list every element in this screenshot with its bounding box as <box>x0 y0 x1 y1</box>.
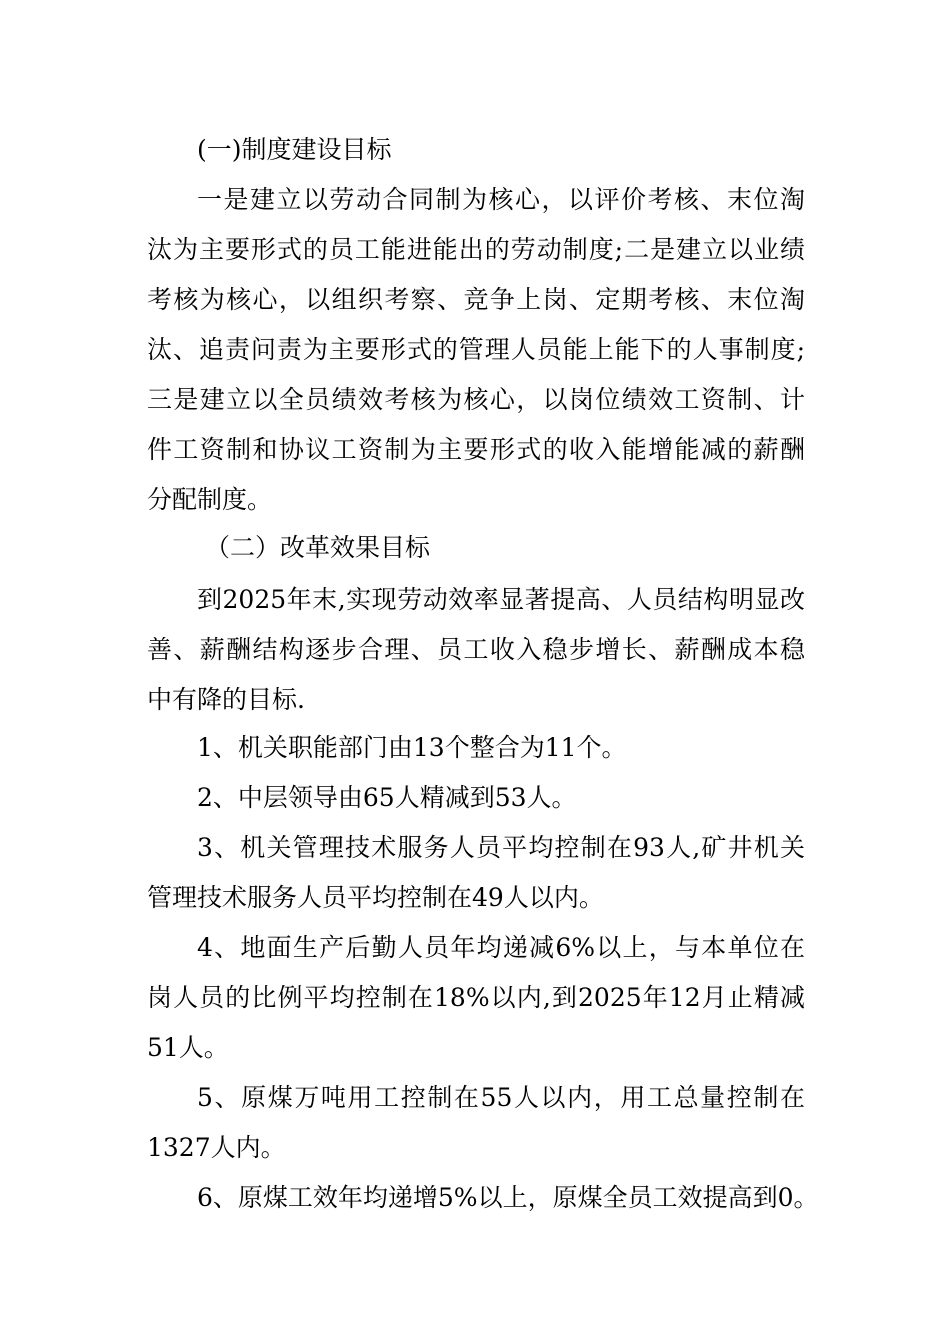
paragraph-line: 中有降的目标. <box>147 685 305 714</box>
paragraph-line: 考核为核心，以组织考察、竞争上岗、定期考核、末位淘 <box>147 285 805 314</box>
paragraph-line: 汰为主要形式的员工能进能出的劳动制度;二是建立以业绩 <box>147 235 805 264</box>
paragraph-line: 到2025年末,实现劳动效率显著提高、人员结构明显改 <box>197 585 805 614</box>
list-item: 5、原煤万吨用工控制在55人以内，用工总量控制在 <box>197 1083 805 1112</box>
paragraph-line: 分配制度。 <box>147 485 273 514</box>
paragraph-line: 善、薪酬结构逐步合理、员工收入稳步增长、薪酬成本稳 <box>147 635 805 664</box>
paragraph-line: 汰、追责问责为主要形式的管理人员能上能下的人事制度; <box>147 335 805 364</box>
list-item: 3、机关管理技术服务人员平均控制在93人,矿井机关 <box>197 833 805 862</box>
list-item: 6、原煤工效年均递增5%以上，原煤全员工效提高到0。 <box>197 1183 819 1212</box>
paragraph-line: 三是建立以全员绩效考核为核心，以岗位绩效工资制、计 <box>147 385 805 414</box>
list-item-continuation: 1327人内。 <box>147 1133 286 1162</box>
list-item: 4、地面生产后勤人员年均递减6%以上，与本单位在 <box>197 933 805 962</box>
list-item: 1、机关职能部门由13个整合为11个。 <box>197 733 627 762</box>
paragraph-line: 件工资制和协议工资制为主要形式的收入能增能减的薪酬 <box>147 435 805 464</box>
paragraph-line: 一是建立以劳动合同制为核心，以评价考核、末位淘 <box>197 185 805 214</box>
list-item: 2、中层领导由65人精减到53人。 <box>197 783 577 812</box>
list-item-continuation: 管理技术服务人员平均控制在49人以内。 <box>147 883 604 912</box>
section-heading-system-goals: (一)制度建设目标 <box>197 135 392 164</box>
list-item-continuation: 岗人员的比例平均控制在18%以内,到2025年12月止精减 <box>147 983 805 1012</box>
list-item-continuation: 51人。 <box>147 1033 229 1062</box>
section-heading-reform-goals: （二）改革效果目标 <box>205 533 431 562</box>
